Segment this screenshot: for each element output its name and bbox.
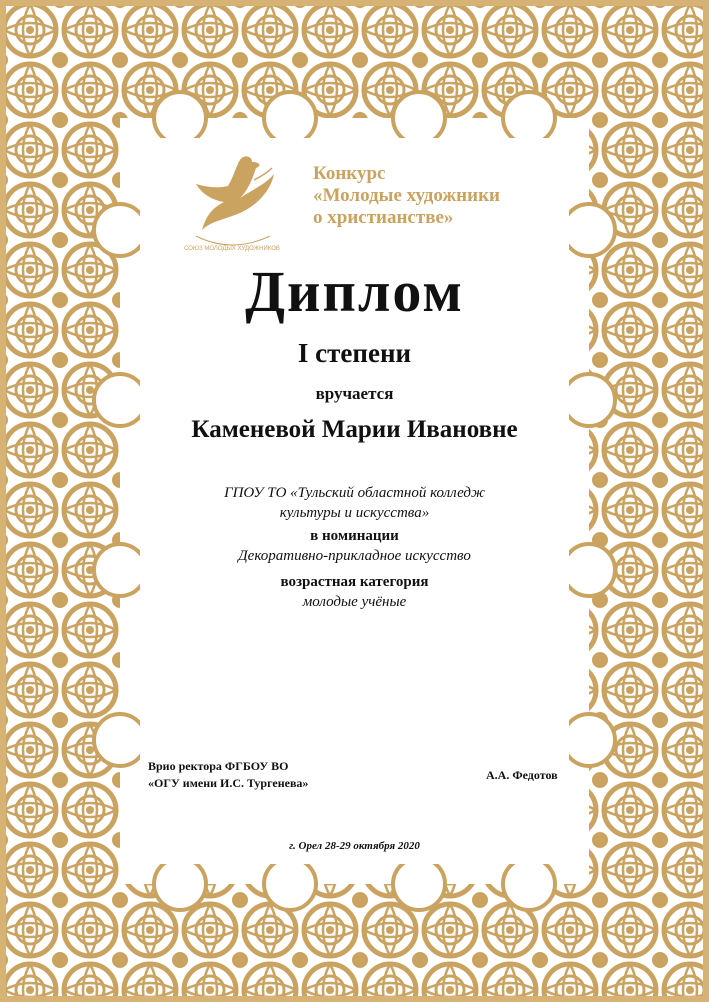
contest-line-1: Конкурс <box>313 163 386 184</box>
organization <box>0 483 709 523</box>
contest-line-3: о христианстве» <box>313 207 454 228</box>
diploma-title: Диплом <box>245 259 464 324</box>
organization-line-1: ГПОУ ТО «Тульский областной колледж <box>224 485 485 501</box>
place-date: г. Орел 28-29 октября 2020 <box>289 840 420 852</box>
signatory-name: А.А. Федотов <box>486 768 558 782</box>
signatory-position-line-1: Врио ректора ФГБОУ ВО <box>148 759 289 773</box>
contest-name <box>313 163 543 229</box>
diploma-degree: I степени <box>297 338 412 368</box>
dove-icon <box>182 150 282 260</box>
signatory-position <box>148 758 308 792</box>
nomination-label: в номинации <box>310 528 399 544</box>
contest-line-2: «Молодые художники <box>313 185 500 206</box>
signatory-position-line-2: «ОГУ имени И.С. Тургенева» <box>148 776 309 790</box>
nomination-value: Декоративно-прикладное искусство <box>238 548 471 564</box>
age-category-value: молодые учёные <box>302 594 407 610</box>
awarded-label: вручается <box>315 384 394 403</box>
logo-caption: СОЮЗ МОЛОДЫХ ХУДОЖНИКОВ <box>184 246 280 252</box>
recipient-name: Каменевой Марии Ивановне <box>191 416 518 443</box>
age-category-label: возрастная категория <box>280 574 429 590</box>
organization-line-2: культуры и искусства» <box>279 505 430 521</box>
